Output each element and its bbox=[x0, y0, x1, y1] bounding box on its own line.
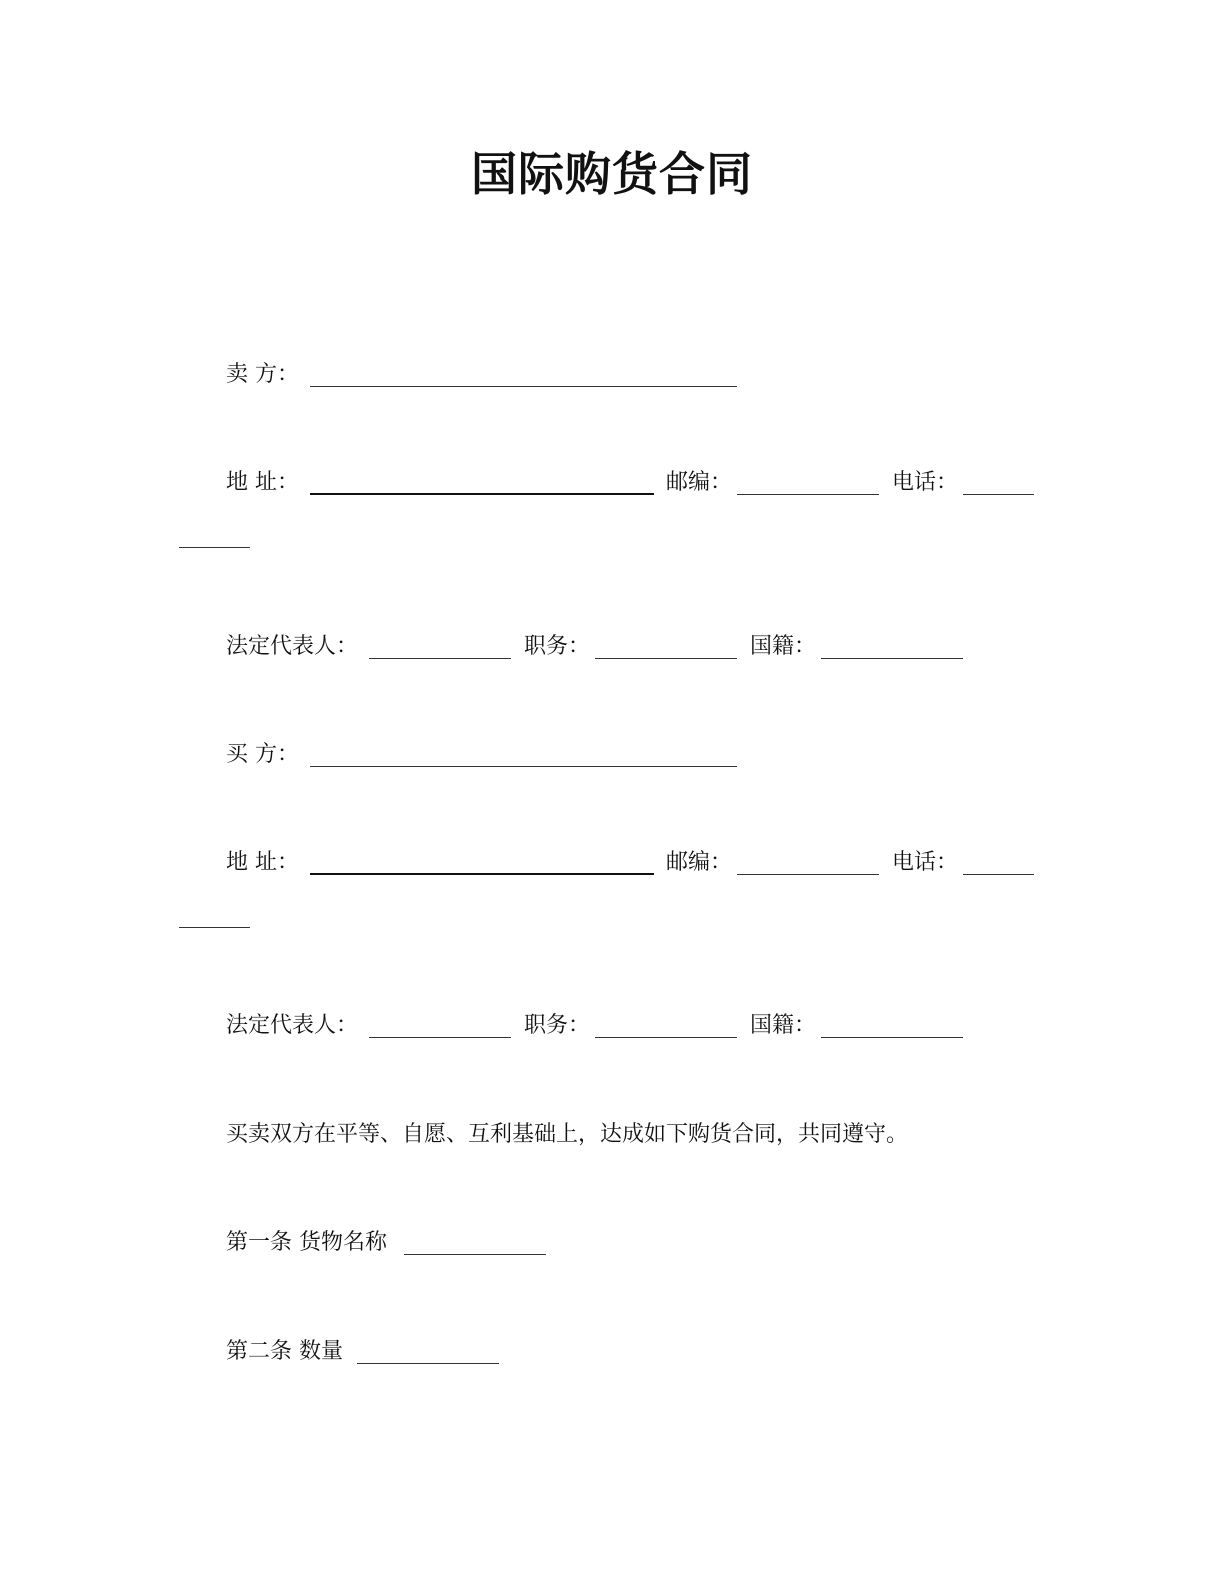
seller-legal-rep-blank[interactable] bbox=[369, 658, 511, 659]
article-2-text: 第二条 数量 bbox=[226, 1339, 343, 1364]
buyer-nationality-label: 国籍： bbox=[750, 1013, 817, 1038]
buyer-phone-blank-continued[interactable] bbox=[179, 927, 250, 928]
buyer-address-label: 地 址： bbox=[226, 850, 299, 875]
buyer-legal-rep-label: 法定代表人： bbox=[226, 1013, 359, 1038]
buyer-name-label: 买 方： bbox=[226, 742, 299, 767]
buyer-address-blank[interactable] bbox=[310, 873, 654, 875]
seller-address-label: 地 址： bbox=[226, 470, 299, 495]
seller-name-blank[interactable] bbox=[310, 386, 737, 387]
seller-address-blank[interactable] bbox=[310, 493, 654, 495]
buyer-position-label: 职务： bbox=[524, 1013, 591, 1038]
document-title: 国际购货合同 bbox=[471, 147, 753, 201]
seller-name-label: 卖 方： bbox=[226, 362, 299, 387]
article-1-text: 第一条 货物名称 bbox=[226, 1230, 387, 1255]
seller-nationality-blank[interactable] bbox=[821, 658, 963, 659]
buyer-phone-label: 电话： bbox=[892, 850, 959, 875]
buyer-position-blank[interactable] bbox=[595, 1037, 737, 1038]
seller-address-line bbox=[226, 466, 1046, 500]
buyer-legal-rep-line bbox=[226, 1009, 1026, 1043]
seller-legal-rep-line bbox=[226, 630, 1026, 664]
buyer-phone-blank[interactable] bbox=[963, 874, 1034, 875]
seller-phone-label: 电话： bbox=[892, 470, 959, 495]
seller-phone-blank[interactable] bbox=[963, 494, 1034, 495]
article-1-blank[interactable] bbox=[404, 1254, 546, 1255]
seller-legal-rep-label: 法定代表人： bbox=[226, 634, 359, 659]
buyer-address-line bbox=[226, 846, 1046, 880]
seller-position-label: 职务： bbox=[524, 634, 591, 659]
buyer-postcode-label: 邮编： bbox=[666, 850, 733, 875]
buyer-postcode-blank[interactable] bbox=[737, 874, 879, 875]
seller-phone-blank-continued[interactable] bbox=[179, 547, 250, 548]
seller-postcode-label: 邮编： bbox=[666, 470, 733, 495]
seller-position-blank[interactable] bbox=[595, 658, 737, 659]
preamble-text: 买卖双方在平等、自愿、互利基础上，达成如下购货合同，共同遵守。 bbox=[226, 1122, 909, 1147]
buyer-legal-rep-blank[interactable] bbox=[369, 1037, 511, 1038]
article-2-blank[interactable] bbox=[357, 1363, 499, 1364]
seller-postcode-blank[interactable] bbox=[737, 494, 879, 495]
buyer-name-blank[interactable] bbox=[310, 766, 737, 767]
buyer-nationality-blank[interactable] bbox=[821, 1037, 963, 1038]
seller-nationality-label: 国籍： bbox=[750, 634, 817, 659]
